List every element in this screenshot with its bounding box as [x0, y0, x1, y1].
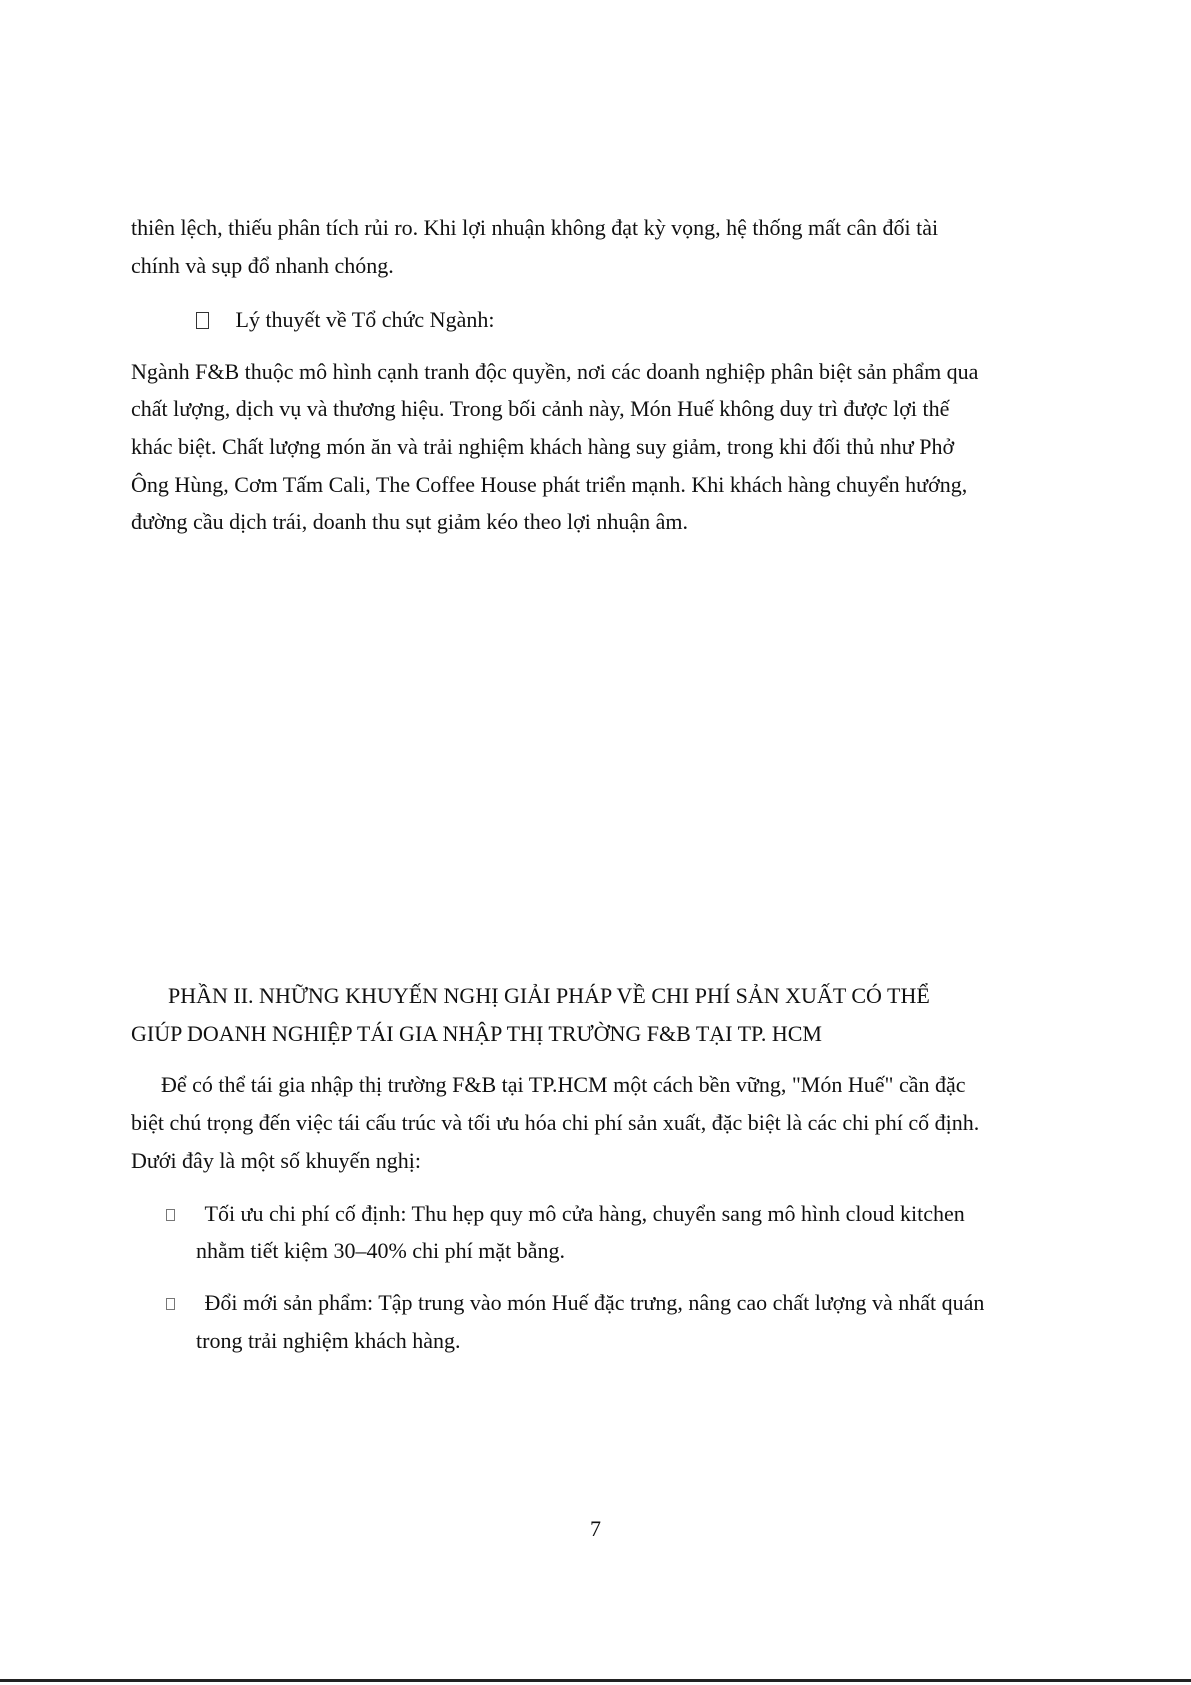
recommendation-item — [166, 1290, 984, 1316]
section-title: PHẦN II. NHỮNG KHUYẾN NGHỊ GIẢI PHÁP VỀ CHI PHÍ SẢN XUẤT CÓ THỂ — [168, 983, 930, 1008]
paragraph-line: chất lượng, dịch vụ và thương hiệu. Trong bối cảnh này, Món Huế không duy trì được lợi thế — [131, 396, 950, 421]
bullet-heading — [196, 307, 494, 333]
bullet-square-icon — [196, 312, 209, 329]
paragraph-line: biệt chú trọng đến việc tái cấu trúc và tối ưu hóa chi phí sản xuất, đặc biệt là các chi phí cố định. — [131, 1110, 980, 1135]
page-number: 7 — [590, 1516, 601, 1541]
section-title: GIÚP DOANH NGHIỆP TÁI GIA NHẬP THỊ TRƯỜNG F&B TẠI TP. HCM — [131, 1021, 822, 1046]
bullet-heading-text: Lý thuyết về Tổ chức Ngành: — [235, 307, 495, 332]
paragraph-line: Ông Hùng, Cơm Tấm Cali, The Coffee House phát triển mạnh. Khi khách hàng chuyển hướng, — [131, 472, 968, 497]
recommendation-text: Đổi mới sản phẩm: Tập trung vào món Huế đặc trưng, nâng cao chất lượng và nhất quán — [204, 1290, 985, 1315]
bullet-square-icon — [166, 1298, 175, 1310]
recommendation-continuation: nhằm tiết kiệm 30–40% chi phí mặt bằng. — [196, 1238, 566, 1263]
paragraph-line: Để có thể tái gia nhập thị trường F&B tại TP.HCM một cách bền vững, "Món Huế" cần đặc — [161, 1072, 966, 1097]
paragraph-line: Dưới đây là một số khuyến nghị: — [131, 1148, 421, 1173]
bullet-square-icon — [166, 1209, 175, 1221]
page-bottom-border — [0, 1679, 1191, 1682]
recommendation-text: Tối ưu chi phí cố định: Thu hẹp quy mô cửa hàng, chuyển sang mô hình cloud kitchen — [204, 1201, 965, 1226]
paragraph-line: khác biệt. Chất lượng món ăn và trải nghiệm khách hàng suy giảm, trong khi đối thủ như Phở — [131, 434, 955, 459]
paragraph-line: chính và sụp đổ nhanh chóng. — [131, 253, 394, 278]
recommendation-item — [166, 1201, 965, 1227]
recommendation-continuation: trong trải nghiệm khách hàng. — [196, 1328, 461, 1353]
paragraph-line: thiên lệch, thiếu phân tích rủi ro. Khi lợi nhuận không đạt kỳ vọng, hệ thống mất cân đối tài — [131, 215, 939, 240]
paragraph-line: Ngành F&B thuộc mô hình cạnh tranh độc quyền, nơi các doanh nghiệp phân biệt sản phẩm qua — [131, 359, 979, 384]
paragraph-line: đường cầu dịch trái, doanh thu sụt giảm kéo theo lợi nhuận âm. — [131, 509, 688, 534]
